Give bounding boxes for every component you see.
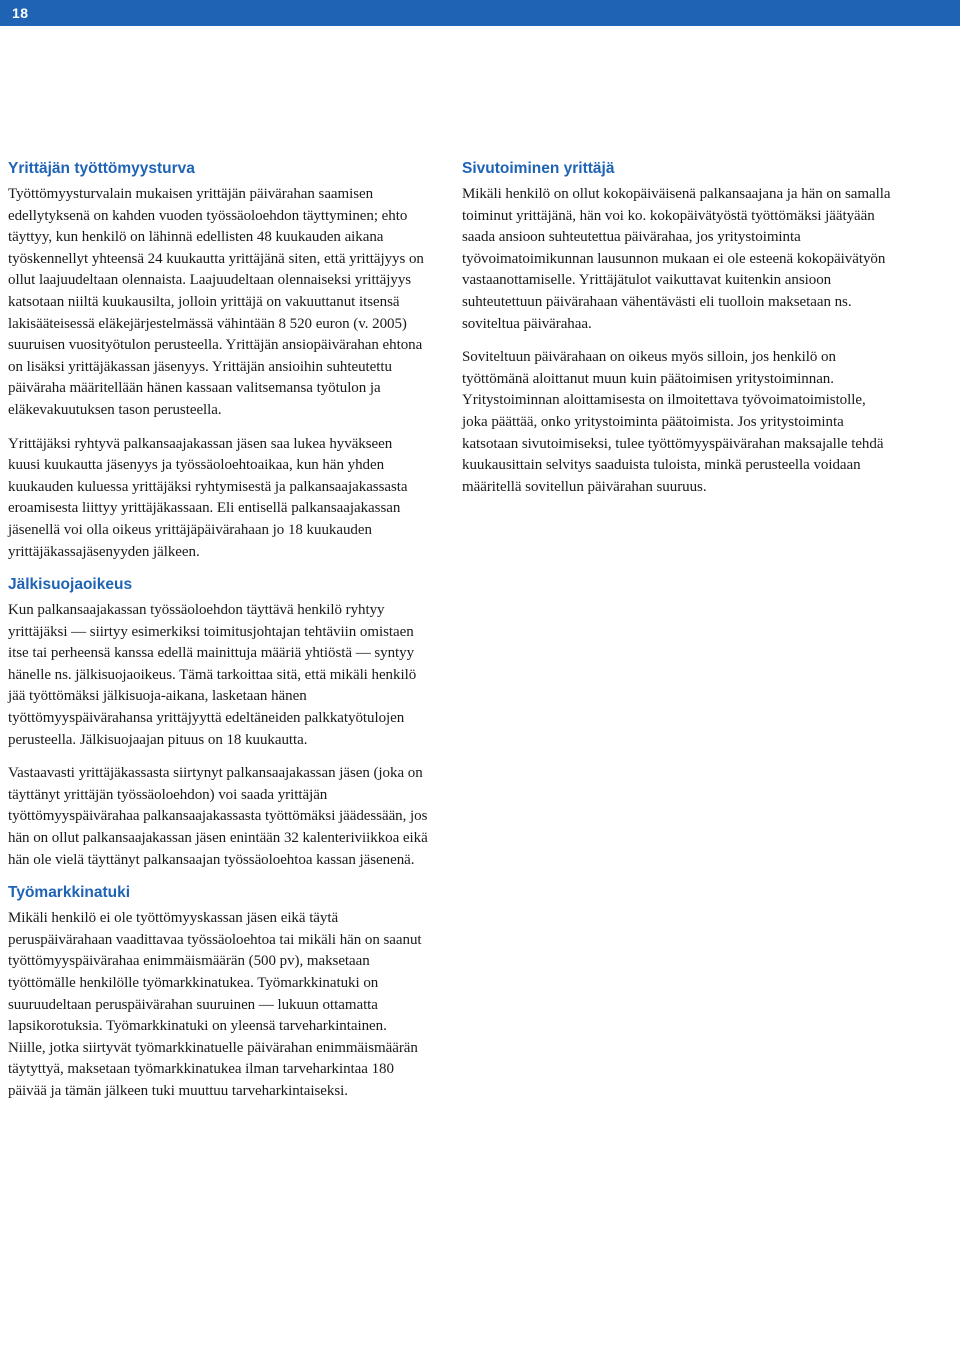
paragraph: Mikäli henkilö ei ole työttömyyskassan jäsen eikä täytä peruspäivärahaan vaadittavaa työssäoloehtoa tai mikäli hän on saanut työttömyyspäivärahaa enimmäismäärän (500 pv), maksetaan työttömälle henkilölle työmarkkinatukea. Työmarkkinatuki on suuruudeltaan peruspäivärahan suuruinen — lukuun ottamatta lapsikorotuksia. Työmarkkinatuki on yleensä tarveharkintainen. Niille, jotka siirtyvät työmarkkinatuelle päivärahan enimmäismäärän täytyttyä, maksetaan työmarkkinatukea ilman tarveharkintaa 180 päivää ja tämän jälkeen tuki muuttuu tarveharkintaiseksi. [8, 910, 422, 1099]
right-column [462, 159, 894, 510]
section-jalkisuojaoikeus [8, 575, 428, 871]
section-heading: Jälkisuojaoikeus [8, 576, 133, 594]
section-heading: Työmarkkinatuki [8, 884, 131, 902]
section-sivutoiminen-yrittaja [462, 159, 894, 498]
paragraph: Työttömyysturvalain mukaisen yrittäjän päivärahan saamisen edellytyksenä on kahden vuoden työssäoloehdon täyttyminen; ehto täyttyy, kun henkilö on lähinnä edellisten 48 kuukauden aikana työskennellyt yhteensä 24 kuukautta yrittäjänä siten, että yrittäjyys on ollut laajuudeltaan olennaista. Laajuudeltaan olennaiseksi yrittäjyys katsotaan niiltä kuukausilta, jolloin yrittäjä on vakuuttanut itsensä lakisääteisessä eläkejärjestelmässä vähintään 8 520 euron (v. 2005) suuruisen vuosityötulon perusteella. Yrittäjän ansiopäivärahan ehtona on lisäksi yrittäjäkassan jäsenyys. Yrittäjän ansioihin suhteutettu päiväraha määritellään hänen kassaan valitsemansa työtulon ja eläkevakuutuksen tason perusteella. [8, 186, 424, 418]
paragraph: Soviteltuun päivärahaan on oikeus myös silloin, jos henkilö on työttömänä aloittanut muun kuin päätoimisen yritystoiminnan. Yritystoiminnan aloittamisesta on ilmoitettava työvoimatoimistolle, joka päättää, onko yritystoiminta päätoimista. Jos yritystoiminta katsotaan sivutoimiseksi, tulee työttömyyspäivärahan maksajalle tehdä kuukausittain selvitys saaduista tuloista, minkä perusteella voidaan määritellä sovitellun päivärahan suuruus. [462, 349, 884, 495]
section-yrittajan-tyottomyysturva [8, 159, 428, 563]
paragraph: Mikäli henkilö on ollut kokopäiväisenä palkansaajana ja hän on samalla toiminut yrittäjänä, hän voi ko. kokopäivätyöstä työttömäksi jäätyään saada ansioon suhteutettua päivärahaa, jos yritystoiminta työvoimatoimikunnan lausunnon mukaan ei ole esteenä kokopäivätyön vastaanottamiselle. Yrittäjätulot vaikuttavat kuitenkin ansioon suhteutettuun päivärahaan vähentävästi eli tuolloin maksetaan ns. soviteltua päivärahaa. [462, 186, 891, 332]
paragraph: Yrittäjäksi ryhtyvä palkansaajakassan jäsen saa lukea hyväkseen kuusi kuukautta jäsenyys ja työssäoloehtoaikaa, kun hän yhden kuukauden kuluessa yrittäjäksi ryhtymisestä ja palkansaajakassasta eroamisesta liittyy yrittäjäkassaan. Eli entisellä palkansaajakassan jäsenellä voi olla oikeus yrittäjäpäivärahaan jo 18 kuukauden yrittäjäkassajäsenyyden jälkeen. [8, 435, 408, 560]
paragraph: Kun palkansaajakassan työssäoloehdon täyttävä henkilö ryhtyy yrittäjäksi — siirtyy esimerkiksi toimitusjohtajan tehtäviin omistaen itse tai perheensä kanssa edellä mainittuja määriä yhtiöstä — syntyy hänelle ns. jälkisuojaoikeus. Tämä tarkoittaa sitä, että mikäli henkilö jää työttömäksi jälkisuoja-aikana, lasketaan hänen työttömyyspäivärahansa yrittäjyyttä edeltäneiden palkkatyötulojen perusteella. Jälkisuojaajan pituus on 18 kuukautta. [8, 602, 417, 748]
section-heading: Sivutoiminen yrittäjä [462, 160, 615, 177]
page-header-bar [0, 0, 960, 26]
section-heading: Yrittäjän työttömyysturva [8, 160, 195, 177]
paragraph: Vastaavasti yrittäjäkassasta siirtynyt palkansaajakassan jäsen (joka on täyttänyt yrittäjän työssäoloehdon) voi saada yrittäjän työttömyyspäivärahaa palkansaajakassasta työttömäksi jäädessään, jos hän on ollut palkansaajakassan jäsen enintään 32 kalenteriviikkoa eikä hän ole vielä täyttänyt palkansaajan työssäoloehtoa kassan jäsenenä. [8, 765, 428, 868]
left-column [8, 159, 428, 1115]
section-tyomarkkinatuki [8, 883, 428, 1102]
page-number: 18 [12, 5, 29, 21]
